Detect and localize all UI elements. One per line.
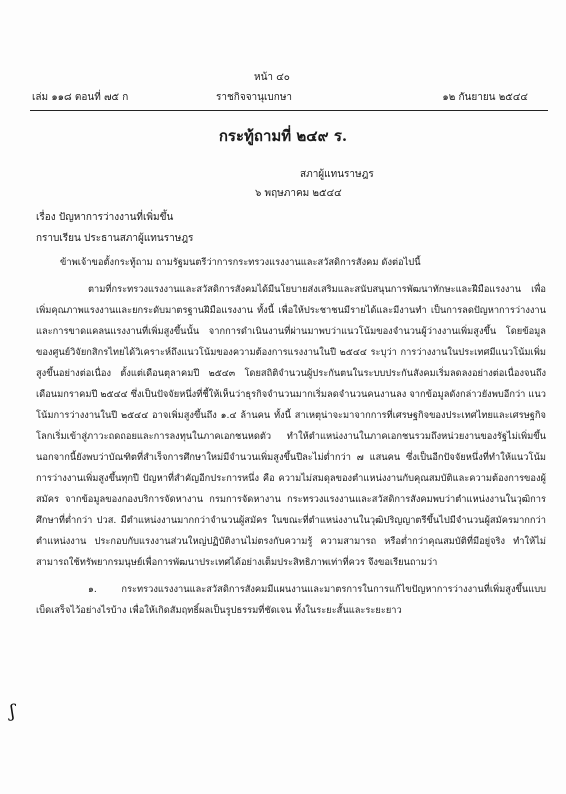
sender: สภาผู้แทนราษฎร xyxy=(300,169,374,180)
publication-name: ราชกิจจานุเบกษา xyxy=(216,92,293,103)
paragraph-intro: ข้าพเจ้าขอตั้งกระทู้ถาม ถามรัฐมนตรีว่าการกระทรวงแรงงานและสวัสดิการสังคม ดังต่อไปนี้ xyxy=(60,257,421,268)
document-date: ๖ พฤษภาคม ๒๕๔๔ xyxy=(255,188,342,199)
salutation: กราบเรียน ประธานสภาผู้แทนราษฎร xyxy=(36,233,194,244)
publication-date: ๑๒ กันยายน ๒๕๔๔ xyxy=(442,92,528,103)
volume-issue: เล่ม ๑๑๘ ตอนที่ ๗๕ ก xyxy=(32,92,129,103)
document-title: กระทู้ถามที่ ๒๔๙ ร. xyxy=(218,127,348,145)
subject-line: เรื่อง ปัญหาการว่างงานที่เพิ่มขึ้น xyxy=(36,212,174,223)
document-body xyxy=(36,252,546,621)
page-number: หน้า ๔๐ xyxy=(254,72,290,83)
paragraph-question-1: ๑. กระทรวงแรงงานและสวัสดิการสังคมมีแผนงานและมาตรการในการแก้ไขปัญหาการว่างงานที่เพิ่มสูงขึ้นแบบเบ็ดเสร็จไว้อย่างไรบ้าง เพื่อให้เกิดสัมฤทธิ์ผลเป็นรูปธรรมที่ชัดเจน ทั้งในระยะสั้นและระยะยาว xyxy=(36,584,546,616)
header-divider xyxy=(30,110,548,111)
margin-mark: ʃ xyxy=(10,701,15,722)
gazette-header xyxy=(30,60,540,110)
paragraph-main: ตามที่กระทรวงแรงงานและสวัสดิการสังคมได้มีนโยบายส่งเสริมและสนับสนุนการพัฒนาทักษะและฝีมือแรงงาน เพื่อเพิ่มคุณภาพแรงงานและยกระดับมาตรฐานฝีมือแรงงาน ทั้งนี้ เพื่อให้ประชาชนมีรายได้และมีงานทำ เป็นการลดปัญหาการว่างงานและการขาดแคลนแรงงานที่เพิ่มสูงขึ้นนั้น จากการดำเนินงานที่ผ่านมาพบว่าแนวโน้มของจำนวนผู้ว่างงานเพิ่มสูงขึ้น โดยข้อมูลของศูนย์วิจัยกสิกรไทยได้วิเคราะห์ถึงแนวโน้มของความต้องการแรงงานในปี ๒๕๔๔ ระบุว่า การว่างงานในประเทศมีแนวโน้มเพิ่มสูงขึ้นอย่างต่อเนื่อง ตั้งแต่เดือนตุลาคมปี ๒๕๔๓ โดยสถิติจำนวนผู้ประกันตนในระบบประกันสังคมเริ่มลดลงอย่างต่อเนื่องจนถึงเดือนมกราคมปี ๒๕๔๔ ซึ่งเป็นปัจจัยหนึ่งที่ชี้ให้เห็นว่าธุรกิจจำนวนมากเริ่มลดจำนวนคนงานลง จากข้อมูลดังกล่าวยังพบอีกว่า แนวโน้มการว่างงานในปี ๒๕๔๔ อาจเพิ่มสูงขึ้นถึง ๑.๔ ล้านคน ทั้งนี้ สาเหตุน่าจะมาจากการที่เศรษฐกิจของประเทศไทยและเศรษฐกิจโลกเริ่มเข้าสู่ภาวะถดถอยและการลงทุนในภาคเอกชนหดตัว ทำให้ตำแหน่งงานในภาคเอกชนรวมถึงหน่วยงานของรัฐไม่เพิ่มขึ้น นอกจากนี้ยังพบว่าบัณฑิตที่สำเร็จการศึกษาใหม่มีจำนวนเพิ่มสูงขึ้นปีละไม่ต่ำกว่า ๗ แสนคน ซึ่งเป็นอีกปัจจัยหนึ่งที่ทำให้แนวโน้มการว่างงานเพิ่มสูงขึ้นทุกปี ปัญหาที่สำคัญอีกประการหนึ่ง คือ ความไม่สมดุลของตำแหน่งงานกับคุณสมบัติและความต้องการของผู้สมัคร จากข้อมูลของกองบริการจัดหางาน กรมการจัดหางาน กระทรวงแรงงานและสวัสดิการสังคมพบว่าตำแหน่งงานในวุฒิการศึกษาที่ต่ำกว่า ปวส. มีตำแหน่งงานมากกว่าจำนวนผู้สมัคร ในขณะที่ตำแหน่งงานในวุฒิปริญญาตรีขึ้นไปมีจำนวนผู้สมัครมากกว่าตำแหน่งงาน ประกอบกับแรงงานส่วนใหญ่ปฏิบัติงานไม่ตรงกับความรู้ ความสามารถ หรือต่ำกว่าคุณสมบัติที่มีอยู่จริง ทำให้ไม่สามารถใช้ทรัพยากรมนุษย์เพื่อการพัฒนาประเทศได้อย่างเต็มประสิทธิภาพเท่าที่ควร จึงขอเรียนถามว่า xyxy=(36,284,546,568)
